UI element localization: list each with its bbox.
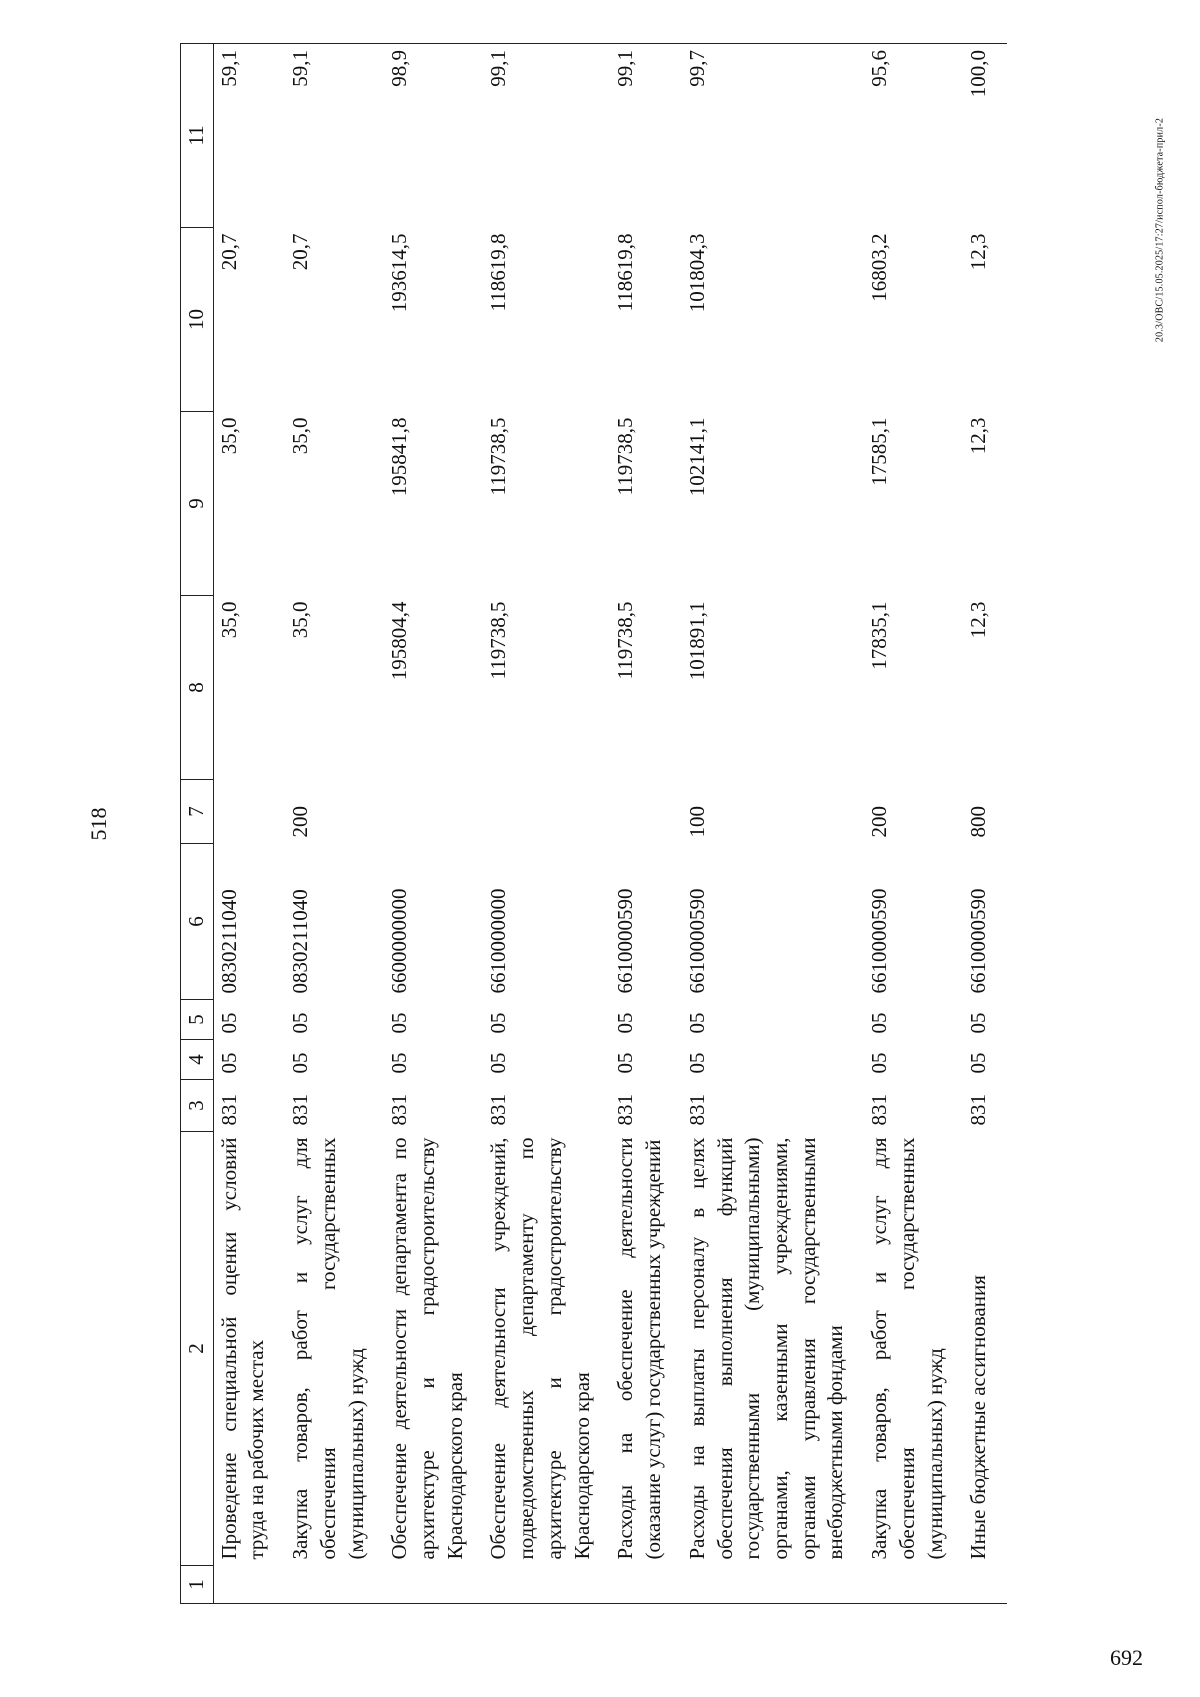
code-cell: 831: [486, 1094, 511, 1126]
code-cell: 05: [613, 1012, 638, 1034]
percent-cell: 100,0: [963, 44, 1007, 228]
code-cell: 831: [613, 1094, 638, 1126]
code-cell: 831: [387, 1094, 412, 1126]
table-row: [483, 44, 610, 1604]
table-header-row: [181, 44, 214, 1604]
amount-cell: 12,3: [966, 233, 991, 271]
amount-cell: 119738,5: [613, 417, 638, 496]
table-row: [384, 44, 483, 1604]
code-cell: 6610000590: [867, 888, 892, 994]
description-cell: Расходы на обеспечение деятельности (оказание услуг) государственных учреждений: [613, 1137, 666, 1560]
code-cell: 200: [867, 806, 892, 838]
description-cell: Проведение специальной оценки условий труда на рабочих местах: [216, 1137, 269, 1560]
table-row: [610, 44, 681, 1604]
row-index-cell: [610, 1566, 681, 1604]
code-cell: 05: [216, 1012, 241, 1034]
amount-cell: 35,0: [288, 417, 313, 455]
row-index-cell: [483, 1566, 610, 1604]
code-cell: 831: [288, 1094, 313, 1126]
table-row: [963, 44, 1007, 1604]
amount-cell: 119738,5: [486, 601, 511, 680]
amount-cell: 118619,8: [613, 233, 638, 312]
budget-table: [180, 43, 1007, 1604]
code-cell: 05: [684, 1052, 709, 1074]
code-cell: 05: [387, 1012, 412, 1034]
row-index-cell: [285, 1566, 384, 1604]
header-cell: 1: [181, 1566, 214, 1604]
code-cell: 05: [486, 1012, 511, 1034]
amount-cell: 35,0: [216, 417, 241, 455]
code-cell: 831: [867, 1094, 892, 1126]
code-cell: 0830211040: [216, 889, 241, 994]
header-cell: 10: [181, 228, 214, 412]
code-cell: 05: [867, 1012, 892, 1034]
code-cell: 05: [684, 1012, 709, 1034]
code-cell: 05: [216, 1052, 241, 1074]
header-cell: 4: [181, 1040, 214, 1080]
code-cell: 05: [288, 1052, 313, 1074]
code-cell: [213, 780, 285, 844]
page-number: 518: [86, 807, 111, 841]
header-cell: 7: [181, 780, 214, 844]
description-cell: Обеспечение деятельности департамента по архитектуре и градостроительству Краснодарского края: [387, 1137, 467, 1560]
amount-cell: 195841,8: [387, 417, 412, 497]
amount-cell: 20,7: [288, 233, 313, 271]
code-cell: 05: [486, 1052, 511, 1074]
row-index-cell: [384, 1566, 483, 1604]
code-cell: 200: [288, 806, 313, 838]
amount-cell: 118619,8: [486, 233, 511, 312]
code-cell: 800: [966, 806, 991, 838]
code-cell: [483, 780, 610, 844]
percent-cell: 99,7: [682, 44, 864, 228]
amount-cell: 193614,5: [387, 233, 412, 313]
outer-page-number: 692: [1110, 1645, 1143, 1670]
code-cell: 05: [966, 1012, 991, 1034]
document-stamp: 20.3/OBC/15.05.2025/17:27/испол-бюджета-прил-2: [1154, 117, 1166, 343]
amount-cell: 101891,1: [684, 601, 709, 681]
code-cell: 6610000590: [966, 888, 991, 994]
percent-cell: 59,1: [285, 44, 384, 228]
percent-cell: 59,1: [213, 44, 285, 228]
row-index-cell: [682, 1566, 864, 1604]
header-cell: 9: [181, 412, 214, 596]
amount-cell: 35,0: [288, 601, 313, 639]
amount-cell: 16803,2: [867, 233, 892, 302]
code-cell: 05: [966, 1052, 991, 1074]
percent-cell: 98,9: [384, 44, 483, 228]
table-row: [864, 44, 963, 1604]
code-cell: 100: [684, 806, 709, 838]
table-row: [682, 44, 864, 1604]
percent-cell: 99,1: [610, 44, 681, 228]
code-cell: 05: [867, 1052, 892, 1074]
header-cell: 2: [181, 1132, 214, 1566]
code-cell: [610, 780, 681, 844]
code-cell: 05: [288, 1012, 313, 1034]
code-cell: 6600000000: [387, 888, 412, 994]
code-cell: 6610000590: [684, 888, 709, 994]
amount-cell: 119738,5: [613, 601, 638, 680]
code-cell: 05: [613, 1052, 638, 1074]
description-cell: Расходы на выплаты персоналу в целях обеспечения выполнения функций государственными (муниципальными) органами, казенными учреждениями, органами управления государственными внебюджетными фондами: [684, 1137, 848, 1560]
code-cell: 6610000000: [486, 888, 511, 994]
header-cell: 8: [181, 596, 214, 780]
rotated-page-content: [180, 44, 1140, 1604]
table-row: [213, 44, 285, 1604]
description-cell: Закупка товаров, работ и услуг для обеспечения государственных (муниципальных) нужд: [867, 1137, 947, 1560]
description-cell: Обеспечение деятельности учреждений, подведомственных департаменту по архитектуре и градостроительству Краснодарского края: [486, 1137, 594, 1560]
code-cell: 831: [216, 1094, 241, 1126]
code-cell: [384, 780, 483, 844]
percent-cell: 99,1: [483, 44, 610, 228]
row-index-cell: [963, 1566, 1007, 1604]
code-cell: 831: [966, 1094, 991, 1126]
description-cell: Иные бюджетные ассигнования: [966, 1275, 991, 1560]
header-cell: 5: [181, 1000, 214, 1040]
amount-cell: 195804,4: [387, 601, 412, 681]
header-cell: 6: [181, 844, 214, 1000]
amount-cell: 101804,3: [684, 233, 709, 313]
percent-cell: 95,6: [864, 44, 963, 228]
header-cell: 11: [181, 44, 214, 228]
code-cell: 0830211040: [288, 889, 313, 994]
amount-cell: 20,7: [216, 233, 241, 271]
amount-cell: 17585,1: [867, 417, 892, 486]
code-cell: 831: [684, 1094, 709, 1126]
row-index-cell: [864, 1566, 963, 1604]
code-cell: 05: [387, 1052, 412, 1074]
amount-cell: 119738,5: [486, 417, 511, 496]
description-cell: Закупка товаров, работ и услуг для обеспечения государственных (муниципальных) нужд: [288, 1137, 368, 1560]
row-index-cell: [213, 1566, 285, 1604]
table-row: [285, 44, 384, 1604]
header-cell: 3: [181, 1080, 214, 1132]
amount-cell: 17835,1: [867, 601, 892, 670]
amount-cell: 35,0: [216, 601, 241, 639]
amount-cell: 12,3: [966, 601, 991, 639]
amount-cell: 12,3: [966, 417, 991, 455]
amount-cell: 102141,1: [684, 417, 709, 497]
code-cell: 6610000590: [613, 888, 638, 994]
